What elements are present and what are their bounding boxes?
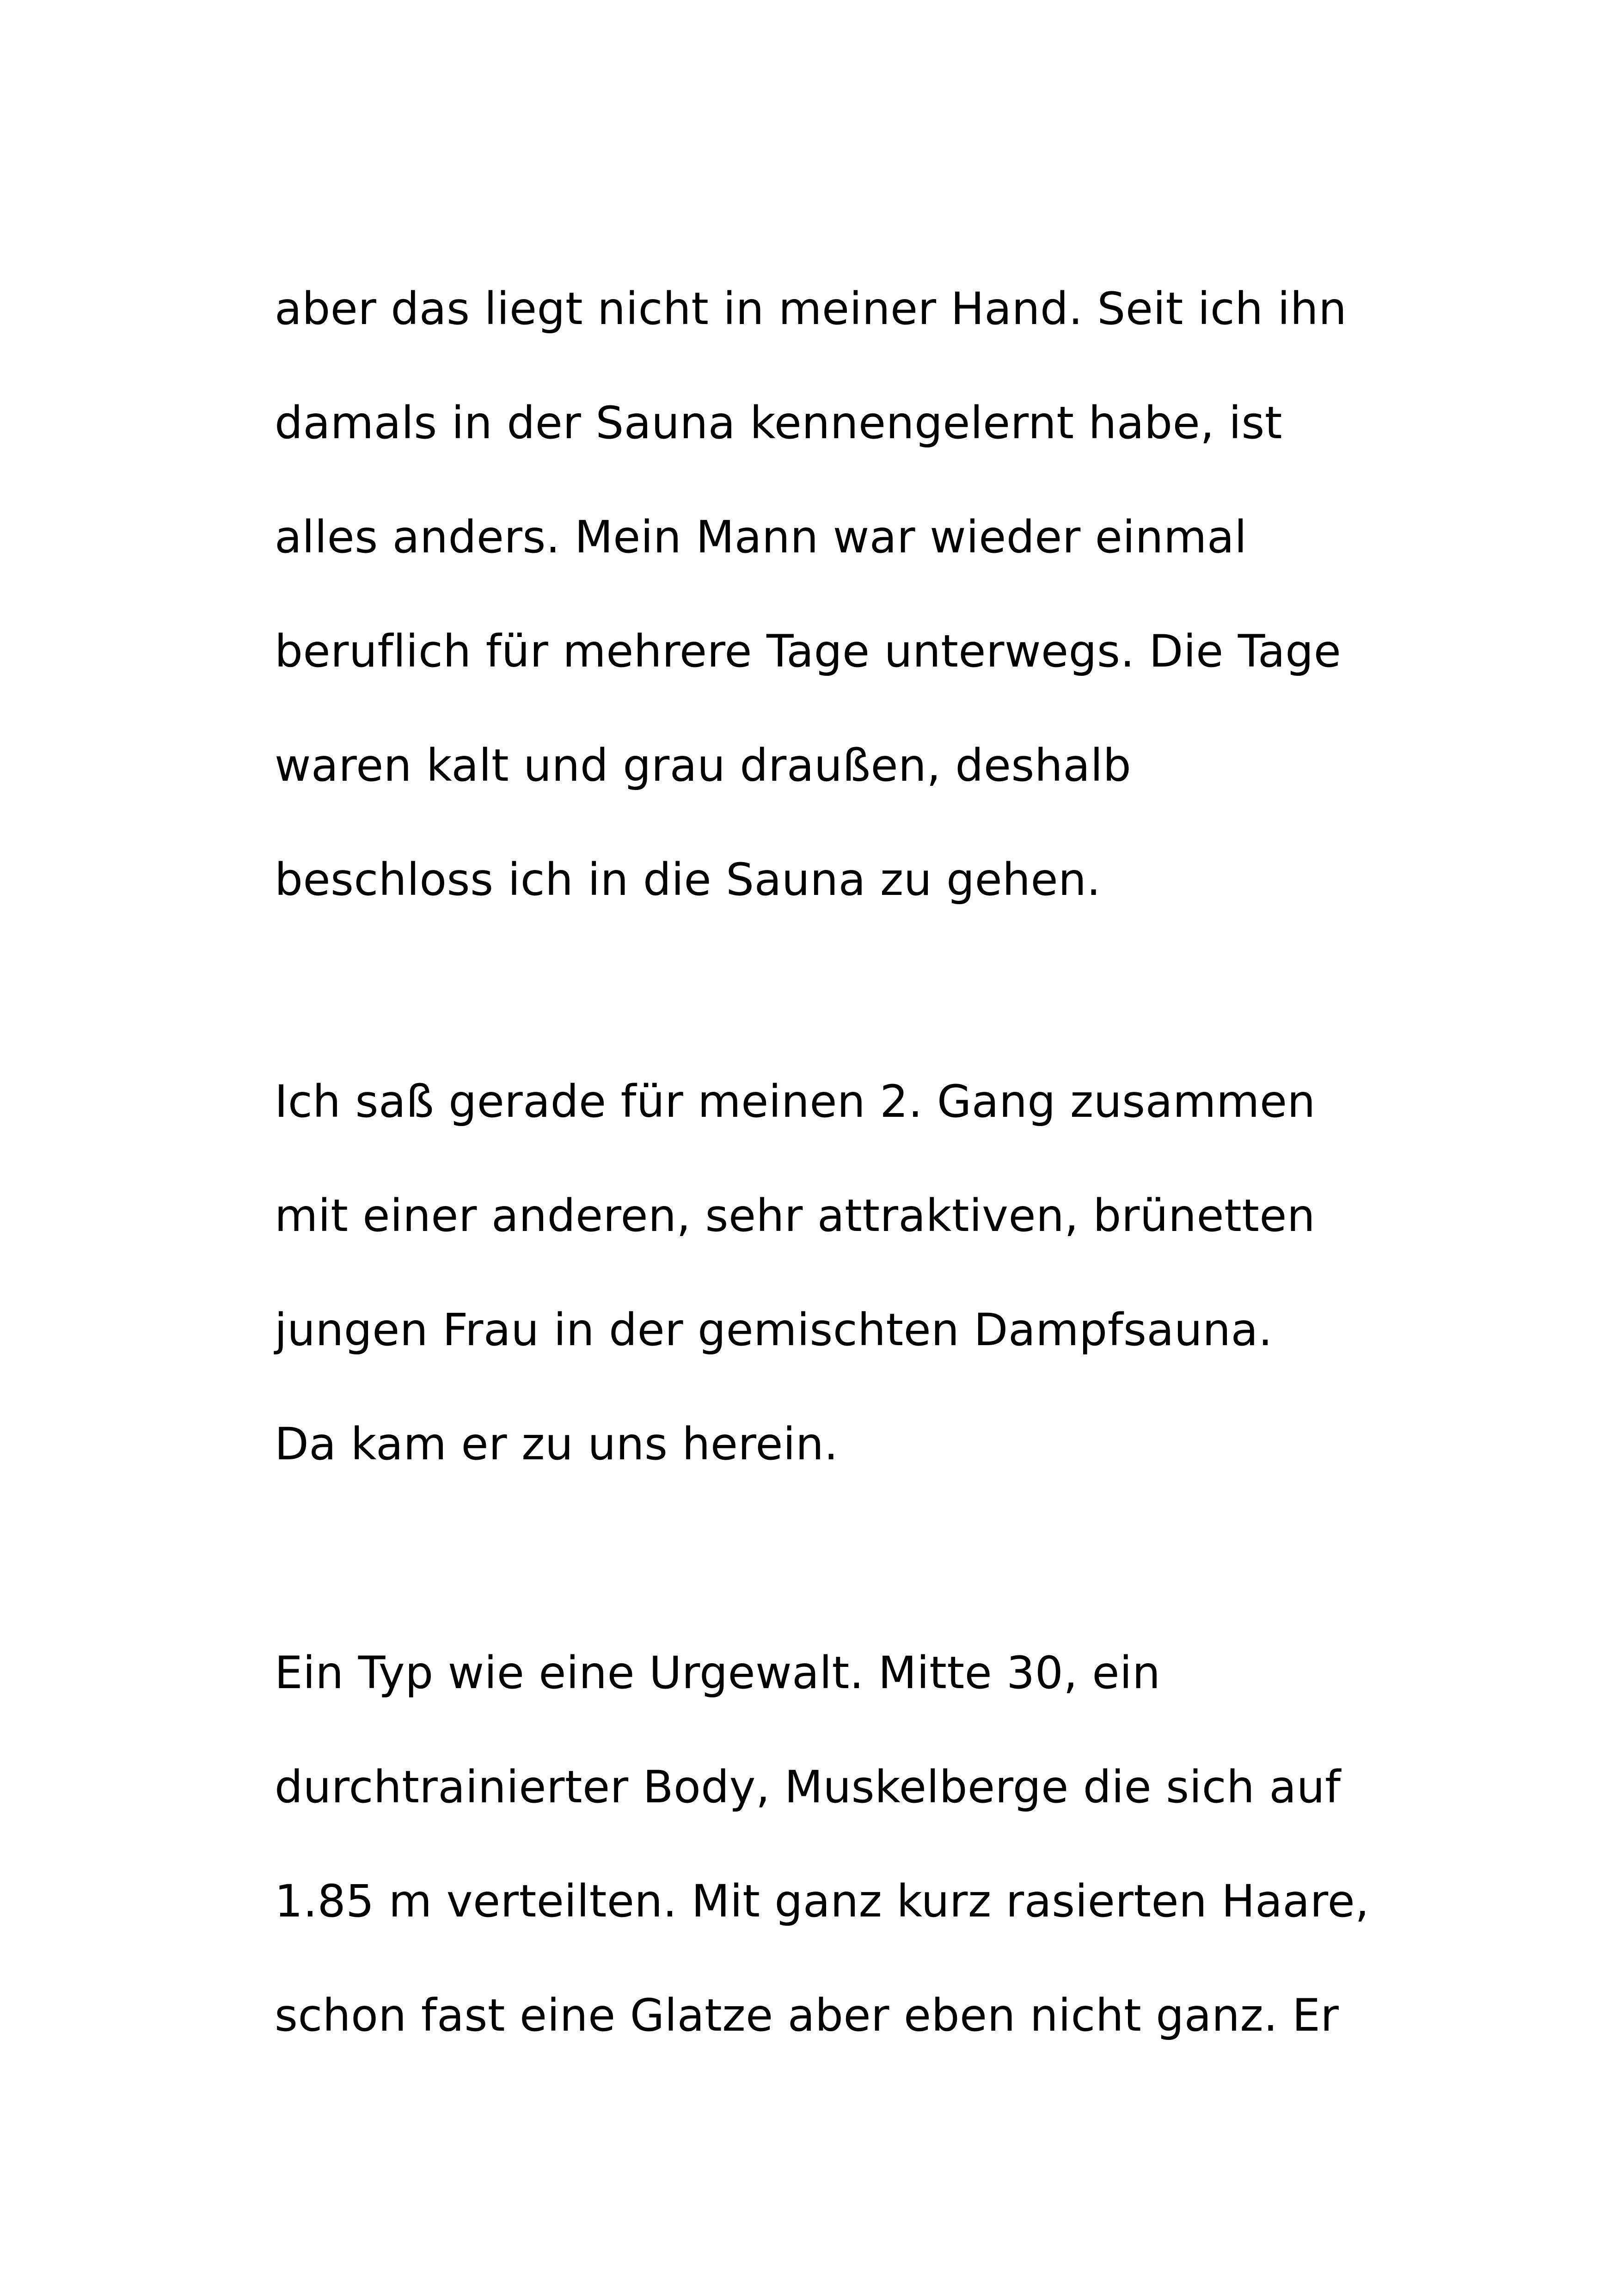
text-line: mit einer anderen, sehr attraktiven, brünetten — [275, 1190, 1316, 1242]
text-line: aber das liegt nicht in meiner Hand. Seit ich ihn — [275, 283, 1347, 335]
text-line: 1.85 m verteilten. Mit ganz kurz rasierten Haare, — [275, 1875, 1370, 1927]
paragraph-1 — [275, 252, 1393, 937]
text-line: beruflich für mehrere Tage unterwegs. Die Tage — [275, 625, 1342, 677]
text-line: schon fast eine Glatze aber eben nicht ganz. Er — [275, 1990, 1339, 2041]
text-line: Ich saß gerade für meinen 2. Gang zusammen — [275, 1076, 1316, 1127]
paragraph-3 — [275, 1616, 1393, 2073]
text-line: jungen Frau in der gemischten Dampfsauna. — [275, 1304, 1273, 1356]
text-line: durchtrainierter Body, Muskelberge die sich auf — [275, 1761, 1341, 1813]
text-line: damals in der Sauna kennengelernt habe, ist — [275, 397, 1282, 449]
text-line: alles anders. Mein Mann war wieder einmal — [275, 511, 1247, 563]
text-line: beschloss ich in die Sauna zu gehen. — [275, 854, 1101, 906]
text-line: Ein Typ wie eine Urgewalt. Mitte 30, ein — [275, 1647, 1161, 1699]
paragraph-2 — [275, 1045, 1393, 1501]
text-line: Da kam er zu uns herein. — [275, 1418, 839, 1470]
text-line: waren kalt und grau draußen, deshalb — [275, 740, 1132, 791]
